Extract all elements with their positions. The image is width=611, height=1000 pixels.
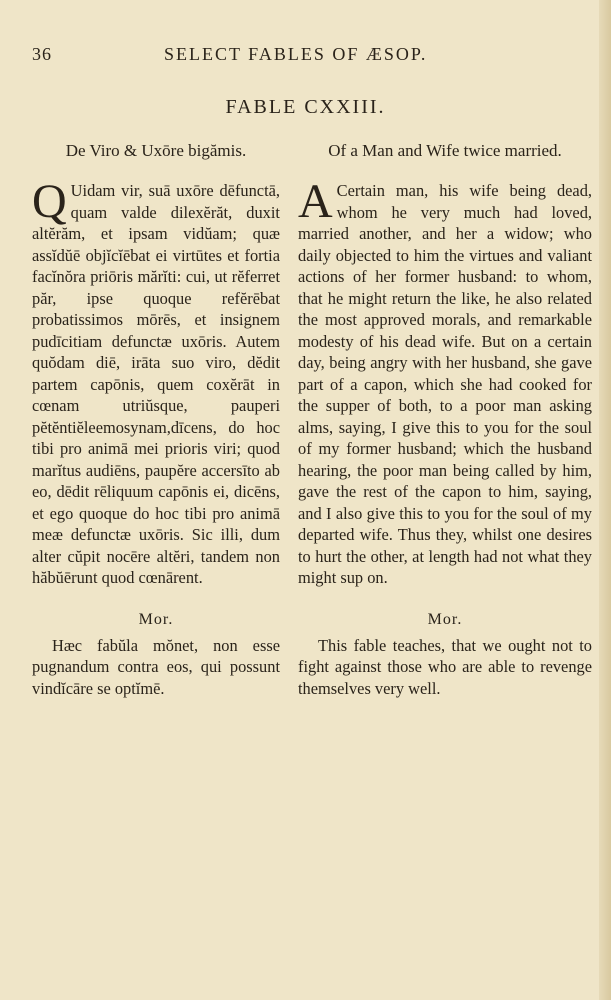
english-moral: This fable teaches, that we ought not to fight against those who are able to revenge themselves very well. [298,635,592,698]
latin-text: Uidam vir, suā uxōre dēfunctā, quam valde dilexĕrăt, duxit altĕrăm, et ipsam vidŭam; quæ assĭdŭē objĭcĭēbat ei virtūtes et fortia facĭnŏra priōris mărĭti: cui, ut rĕferret păr, ipse quoque refĕrēbat probatissimos mōrēs, et insignem pudīcitiam defunctæ uxōris. Autem quŏdam diē, irāta suo viro, dĕdit partem capōnis, quem coxĕrāt in cœnam utriŭsque, pauperi pĕtĕntiĕleemosynam,dīcens, do hoc tibi pro animā mei prioris viri; quod marĭtus audiēns, paupĕre accersīto ab eo, dēdit rēliquum capōnis ei, dicēns, et ego quoque do hoc tibi pro animā meæ defunctæ uxōris. Sic illi, dum alter cŭpit nocēre altĕri, tandem non hăbŭērunt quod cœnārent. [32,181,280,587]
page-number: 36 [32,44,52,64]
latin-moral: Hæc fabŭla mŏnet, non esse pugnandum contra eos, qui possunt vindĭcāre se optĭmē. [32,635,280,698]
running-header [32,44,602,68]
english-text: Certain man, his wife being dead, whom he very much had loved, married another, and her a widow; who daily objected to him the virtues and valiant actions of her former husband: to whom, that he might return the like, he also related the most approved morals, and remarkable modesty of his dead wife. But on a certain day, being angry with her husband, she gave part of a capon, which she had cooked for the supper of both, to a poor man asking alms, saying, I give this to you for the soul of my former husband; which the husband hearing, the poor man being called by him, gave the rest of the capon to him, saying, and I also give this to you for the soul of my departed wife. Thus they, whilst one desires to hurt the other, at length had not what they might sup on. [298,181,592,587]
english-moral-heading: Mor. [427,610,463,628]
english-body [298,175,592,589]
english-dropcap: A [298,175,333,228]
english-title: Of a Man and Wife twice married. [328,141,562,160]
english-column [298,140,592,699]
running-title: SELECT FABLES OF ÆSOP. [164,44,428,64]
latin-moral-heading: Mor. [138,610,174,628]
latin-dropcap: Q [32,175,67,228]
latin-title: De Viro & Uxōre bigămis. [65,141,247,160]
latin-body [32,175,280,589]
latin-column [32,140,280,699]
page-edge [599,0,611,1000]
fable-title: FABLE CXXIII. [225,96,386,118]
